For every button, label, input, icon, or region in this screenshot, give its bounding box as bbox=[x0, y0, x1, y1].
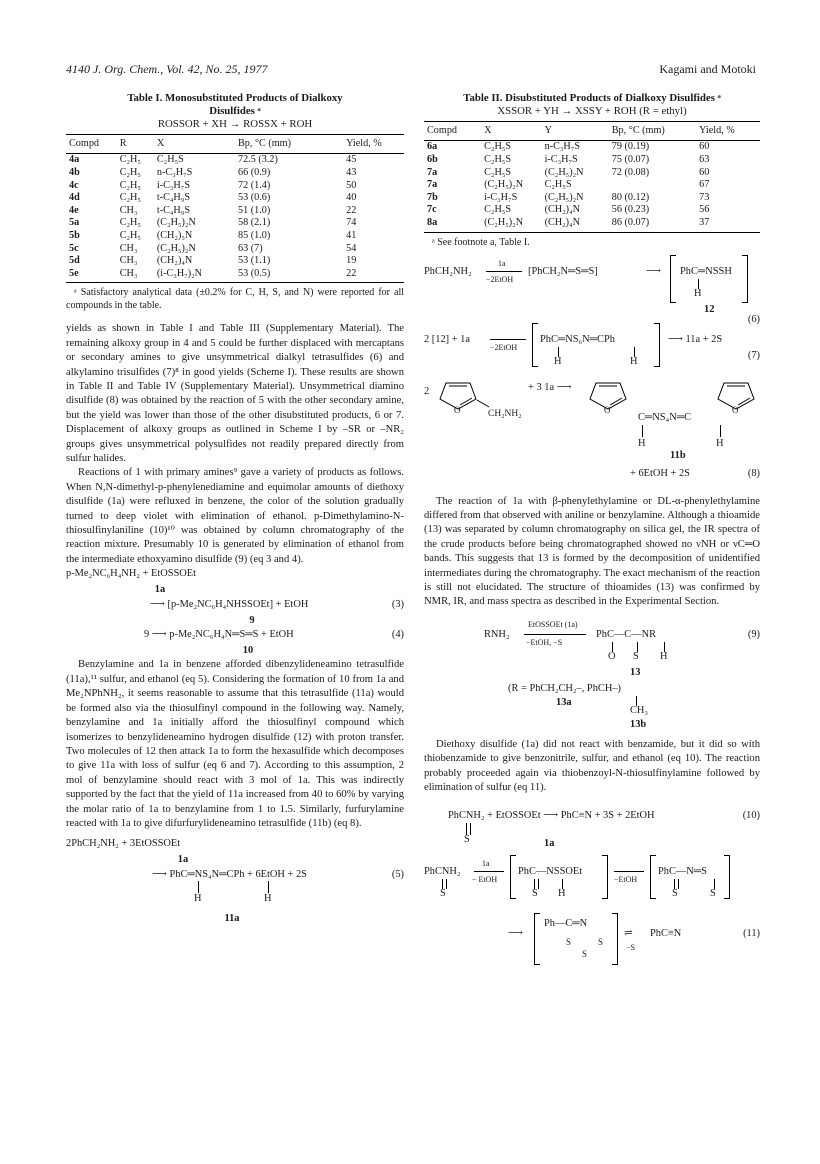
sulfur-label: S bbox=[566, 937, 572, 948]
reaction-arrow: ⟶ bbox=[646, 265, 661, 277]
hydrogen-label: H bbox=[630, 355, 638, 367]
left-column bbox=[66, 92, 404, 926]
table1-cell: 4e bbox=[69, 204, 79, 216]
table2-row bbox=[424, 167, 760, 180]
compound-label-1a: 1a bbox=[544, 838, 555, 850]
compound-label-12: 12 bbox=[704, 303, 715, 315]
table1 bbox=[66, 134, 404, 283]
table1-cell: 5d bbox=[69, 255, 80, 267]
reactant: PhCH₂NH₂ bbox=[424, 265, 472, 277]
table1-row bbox=[66, 217, 404, 230]
sulfur-label: S bbox=[464, 834, 470, 846]
table1-cell: 53 (0.5) bbox=[235, 268, 343, 283]
table2-header: Y bbox=[542, 122, 609, 141]
equation-number: (3) bbox=[391, 598, 404, 610]
table1-cell: 5a bbox=[69, 217, 80, 229]
hydrogen-label: H bbox=[694, 287, 702, 299]
table2-row bbox=[424, 204, 760, 217]
table2-cell: i-C₃H₇S bbox=[544, 154, 578, 165]
table1-cell: 4b bbox=[69, 167, 80, 178]
equation-10 bbox=[424, 805, 760, 861]
table1-cell: C₂H₅ bbox=[119, 179, 141, 191]
table1-row bbox=[66, 154, 404, 167]
table1-header: Compd bbox=[66, 135, 117, 154]
furan-oxygen: O bbox=[604, 404, 611, 415]
table1-cell: 5b bbox=[69, 229, 80, 241]
table1-cell: 45 bbox=[346, 154, 357, 166]
hydrogen-label: H bbox=[716, 437, 724, 449]
table1-cell: 4c bbox=[69, 179, 79, 191]
paragraph: The reaction of 1a with β-phenylethylamine or DL-α-phenylethylamine differed from that observed with aniline or benzylamine. Although a thioamide (13) was separated by column chromatography on silica gel, the IR spectra of the crude products before being chromatographed showed no νNH or νC═O bands. This suggests that 13 is formed by the decomposition of unidentified intermediates during the chromatography. The exact mechanism of the reaction is still not elucidated. The structure of thioamides (13) was confirmed by NMR, IR, and mass spectra as described in the Experimental Section. bbox=[424, 495, 760, 608]
table1-cell: 72.5 (3.2) bbox=[237, 154, 278, 166]
table2-cell: 7a bbox=[427, 179, 438, 191]
table2-cell: 80 (0.12) bbox=[611, 191, 650, 203]
paragraph: Benzylamine and 1a in benzene afforded dibenzylideneamino tetrasulfide (11a),¹¹ sulfur, and ethanol (eq 5). Considering the formation of 10 from 1a and Me₂NPhNH₂, it seems reasonable to assume that this tetrasulfide (11a) would be formed also via the thiosulfinyl compound in the following way. Namely, benzylamine and 1a initially afford the thiosulfinyl compound which isomerizes to benzylideneamino hydrogen disulfide (12) with proton transfer. Two molecules of 12 then attack 1a to form the hexasulfide which decomposes to give 11a with loss of sulfur (eq 6 and 7). According to this assumption, 2 mol of benzylamine should react with 3 mol of 1a. This was indirectly supported by the fact that the yield of 11a increased from 40 to 60% by varying the molar ratio of 1a to benzylamine from 1 to 1.5. Similarly, furfurylamine reacted with 1a to give difurfurylideneamino tetrasulfide (11b) (eq 8). bbox=[66, 659, 404, 829]
table2-row bbox=[424, 154, 760, 167]
table1-cell: 63 (7) bbox=[237, 242, 263, 254]
product-13: PhC—C—NR bbox=[596, 628, 657, 640]
compound-label-9: 9 bbox=[249, 614, 255, 626]
bracket-left bbox=[532, 323, 538, 367]
table2 bbox=[424, 121, 760, 233]
furan-oxygen: O bbox=[454, 404, 461, 415]
hexasulfide: PhC═NS₆N═CPh bbox=[540, 333, 615, 345]
reaction-condition: EtOSSOEt (1a) bbox=[528, 619, 578, 629]
table1-row bbox=[66, 180, 404, 193]
table2-cell: n-C₃H₇S bbox=[544, 141, 580, 153]
byproducts: + 6EtOH + 2S bbox=[630, 467, 690, 479]
sulfur-label: S bbox=[598, 937, 604, 948]
table2-cell: 79 (0.19) bbox=[611, 141, 650, 153]
equation-5 bbox=[66, 868, 404, 884]
table2-footnote: ᵃ See footnote a, Table I. bbox=[432, 236, 530, 248]
equation-number: (4) bbox=[391, 629, 404, 641]
compound-label-1a: 1a bbox=[177, 854, 189, 866]
table1-cell: 74 bbox=[346, 217, 357, 229]
equation-text: ⟶ PhC═NS₄N═CPh + 6EtOH + 2S bbox=[152, 868, 307, 880]
table2-cell: (CH₂)₄N bbox=[544, 204, 580, 216]
reaction-arrow: ⟶ bbox=[508, 928, 523, 940]
compound-label-11b: 11b bbox=[670, 449, 686, 461]
equation-text: 2PhCH₂NH₂ + 3EtOSSOEt bbox=[66, 838, 181, 850]
table2-row bbox=[424, 179, 760, 192]
table1-cell: C₂H₅S bbox=[156, 154, 184, 166]
reaction-condition: −S bbox=[626, 943, 635, 953]
equation-4 bbox=[66, 628, 404, 644]
intermediate: PhC—NSSOEt bbox=[518, 866, 583, 878]
table2-header-row bbox=[424, 122, 760, 141]
table2-row bbox=[424, 192, 760, 205]
table1-cell: 22 bbox=[346, 204, 357, 216]
table2-header: X bbox=[481, 122, 541, 141]
table2-cell: 6b bbox=[427, 154, 438, 165]
table2-header: Yield, % bbox=[696, 122, 760, 141]
table2-cell: (C₂H₅)₂N bbox=[481, 217, 541, 232]
sulfur-label: S bbox=[532, 888, 538, 900]
table2-cell: 60 bbox=[699, 166, 710, 178]
bracket-right bbox=[742, 255, 748, 303]
table2-header: Bp, °C (mm) bbox=[609, 122, 696, 141]
compound-label-10: 10 bbox=[242, 645, 254, 657]
table2-row bbox=[424, 141, 760, 154]
table1-cell: n-C₃H₇S bbox=[156, 167, 193, 178]
table1-cell: 58 (2.1) bbox=[237, 217, 271, 229]
table1-cell: (CH₂)₄N bbox=[156, 255, 193, 267]
equation-5-substituents bbox=[66, 884, 404, 912]
table2-cell: 56 (0.23) bbox=[611, 204, 650, 216]
table2-cell: 72 (0.08) bbox=[611, 166, 650, 178]
table2-cell: i-C₃H₇S bbox=[484, 191, 518, 203]
coefficient: 2 bbox=[424, 385, 430, 397]
table1-cell: (C₂H₅)₂N bbox=[156, 217, 196, 229]
table2-cell: C₂H₅S bbox=[484, 141, 512, 153]
equation-number: (9) bbox=[747, 628, 760, 640]
table1-cell: 72 (1.4) bbox=[237, 179, 271, 191]
table1-cell: 54 bbox=[346, 242, 357, 254]
table1-row bbox=[66, 255, 404, 268]
table2-cell: 6a bbox=[427, 141, 438, 153]
compound-label-11a: 11a bbox=[224, 912, 240, 924]
products: ⟶ 11a + 2S bbox=[668, 333, 723, 345]
table2-cell: (CH₂)₄N bbox=[542, 217, 609, 232]
bracket-left bbox=[534, 913, 540, 965]
reaction-arrow: ⇌ bbox=[624, 928, 633, 940]
reaction-condition: −EtOH bbox=[614, 875, 638, 885]
table1-cell: (CH₂)₅N bbox=[156, 229, 193, 241]
hydrogen-label: H bbox=[558, 888, 566, 900]
table1-cell: i-C₃H₇S bbox=[156, 179, 191, 191]
table2-scheme: XSSOR + YH → XSSY + ROH (R = ethyl) bbox=[497, 105, 687, 117]
table1-cell: C₂H₅ bbox=[119, 229, 141, 241]
bond bbox=[642, 425, 643, 437]
sulfur-label: S bbox=[582, 949, 588, 960]
bracket-right bbox=[654, 323, 660, 367]
paragraph: Reactions of 1 with primary amines⁹ gave a variety of products as follows. When N,N-dimethyl-p-phenylenediamine and equimolar amounts of diethoxy disulfide (1a) were refluxed in benzene, the color of the solution gradually turned to deep violet with elimination of ethanol. p-Dimethylamino-N-thiosulfinylaniline (10)¹⁰ was obtained by column chromatography of the reaction mixture. Presumably 10 is generated by elimination of ethanol from the intermediate ethoxyamino disulfide (9) (eq 3 and 4). bbox=[66, 467, 404, 565]
equation-8 bbox=[424, 377, 760, 485]
r-definition: (R = PhCH₂CH₂–, PhCH–) bbox=[508, 682, 621, 694]
table2-cell: (C₂H₅)₂N bbox=[484, 179, 524, 191]
equation-text: 9 ⟶ p-Me₂NC₆H₄N═S═S + EtOH bbox=[144, 629, 294, 641]
bracket-right bbox=[724, 855, 730, 899]
table1-cell: 4d bbox=[69, 192, 80, 204]
dithiazole-intermediate: Ph—C═N bbox=[544, 918, 588, 930]
table2-cell: 75 (0.07) bbox=[611, 154, 650, 165]
right-column bbox=[424, 92, 760, 973]
table1-cell: t-C₄H₉S bbox=[156, 204, 191, 216]
table1-cell: 85 (1.0) bbox=[237, 229, 271, 241]
equation-number: (11) bbox=[743, 928, 760, 940]
running-header-left: 4140 J. Org. Chem., Vol. 42, No. 25, 1977 bbox=[66, 62, 268, 76]
table1-cell: CH₃ bbox=[119, 204, 138, 216]
reaction-arrow bbox=[490, 339, 526, 340]
table2-cell: 86 (0.07) bbox=[609, 217, 696, 232]
table1-cell: C₂H₅ bbox=[119, 192, 141, 204]
table1-header: Bp, °C (mm) bbox=[235, 135, 343, 154]
compound-label-13: 13 bbox=[630, 666, 641, 678]
equation-number: (7) bbox=[747, 349, 760, 361]
table2-cell: 7b bbox=[427, 191, 438, 203]
table2-cell: C₂H₅S bbox=[544, 179, 572, 191]
hydrogen-label: H bbox=[194, 892, 202, 904]
table2-cell: C₂H₅S bbox=[484, 166, 512, 178]
table1-cell: 66 (0.9) bbox=[237, 167, 271, 178]
reaction-arrow bbox=[524, 634, 586, 635]
product: PhC≡N bbox=[650, 928, 682, 940]
bracket-right bbox=[602, 855, 608, 899]
intermediate: PhC—N═S bbox=[658, 866, 707, 878]
table1-cell: CH₃ bbox=[117, 268, 154, 283]
table1-cell: 53 (0.6) bbox=[237, 192, 271, 204]
reaction-arrow bbox=[474, 871, 504, 872]
table2-cell: C₂H₅S bbox=[484, 154, 512, 165]
table2-cell: 60 bbox=[699, 141, 710, 153]
equation-number: (5) bbox=[391, 868, 404, 880]
table2-cell: C₂H₅S bbox=[484, 204, 512, 216]
table2-cell: 8a bbox=[424, 217, 481, 232]
table1-title: Table I. Monosubstituted Products of Dialkoxy Disulfides ᵃ bbox=[127, 92, 343, 117]
table1-cell: (i-C₃H₇)₂N bbox=[154, 268, 235, 283]
table1-row bbox=[66, 192, 404, 205]
equation-7 bbox=[424, 327, 760, 373]
reaction-condition: −2EtOH bbox=[490, 342, 518, 352]
equation-number: (6) bbox=[747, 313, 760, 325]
bracket-right bbox=[612, 913, 618, 965]
oxygen-label: O bbox=[608, 650, 616, 662]
bond bbox=[720, 425, 721, 437]
reaction-condition: − EtOH bbox=[472, 875, 498, 885]
table1-header: X bbox=[154, 135, 235, 154]
table1-cell: C₂H₅ bbox=[119, 167, 141, 178]
substituent: CH₂NH₂ bbox=[488, 408, 522, 419]
table1-header: R bbox=[117, 135, 154, 154]
table1-cell: 19 bbox=[346, 255, 357, 267]
table1-scheme: ROSSOR + XH → ROSSX + ROH bbox=[157, 118, 313, 130]
table2-cell: 7c bbox=[427, 204, 437, 216]
table1-header: Yield, % bbox=[343, 135, 404, 154]
methyl-label: CH₃ bbox=[630, 704, 649, 716]
reactant: RNH₂ bbox=[484, 628, 510, 640]
paragraph: Diethoxy disulfide (1a) did not react with benzamide, but it did so with thiobenzamide to give benzonitrile, sulfur, and ethanol (eq 10). The reaction probably proceeded again via thiobenzoyl-N-thiosulfinylamine followed by elimination of sulfur (eq 11). bbox=[424, 738, 760, 794]
compound-label-13b: 13b bbox=[630, 718, 647, 730]
product-11b: C═NS₄N═C bbox=[638, 411, 691, 423]
equation-number: (10) bbox=[742, 810, 760, 822]
table2-cell: 37 bbox=[696, 217, 760, 232]
table1-cell: 5e bbox=[66, 268, 117, 283]
furan-oxygen: O bbox=[732, 404, 739, 415]
reaction-arrow bbox=[486, 271, 522, 272]
table1-cell: 43 bbox=[346, 167, 357, 178]
equation-text: PhCNH₂ + EtOSSOEt ⟶ PhC≡N + 3S + 2EtOH bbox=[448, 810, 655, 822]
table2-row bbox=[424, 217, 760, 232]
equation-9 bbox=[424, 620, 760, 732]
equation-number: (8) bbox=[747, 467, 760, 479]
sulfur-label: S bbox=[440, 888, 446, 900]
table1-cell: C₂H₅ bbox=[119, 154, 141, 166]
hydrogen-label: H bbox=[264, 892, 272, 904]
reactant: 2 [12] + 1a bbox=[424, 333, 470, 345]
reaction-condition: 1a bbox=[482, 859, 490, 869]
hydrogen-label: H bbox=[638, 437, 646, 449]
reaction-condition: −2EtOH bbox=[486, 274, 514, 284]
compound-label-1a: 1a bbox=[154, 584, 166, 596]
table1-cell: (C₂H₅)₂N bbox=[156, 242, 196, 254]
table1-cell: CH₃ bbox=[119, 255, 138, 267]
table2-cell: (C₂H₅)₂N bbox=[544, 166, 584, 178]
table1-cell: 51 (1.0) bbox=[237, 204, 271, 216]
table1-row bbox=[66, 167, 404, 180]
bracket-left bbox=[670, 255, 676, 303]
table1-header-row bbox=[66, 135, 404, 154]
bracket-left bbox=[510, 855, 516, 899]
reagent: + 3 1a ⟶ bbox=[528, 381, 572, 393]
bracket-left bbox=[650, 855, 656, 899]
table1-cell: 41 bbox=[346, 229, 357, 241]
sulfur-label: S bbox=[710, 888, 716, 900]
table1-cell: CH₃ bbox=[119, 242, 138, 254]
equation-text: ⟶ [p-Me₂NC₆H₄NHSSOEt] + EtOH bbox=[150, 598, 309, 610]
table1-row bbox=[66, 268, 404, 283]
table1-cell: 22 bbox=[343, 268, 404, 283]
table2-title: Table II. Disubstituted Products of Dialkoxy Disulfides ᵃ bbox=[463, 92, 721, 104]
table1-row bbox=[66, 205, 404, 218]
table1-footnote: ᵃ Satisfactory analytical data (±0.2% for C, H, S, and N) were reported for all compounds in the table. bbox=[66, 287, 404, 312]
table1-cell: 4a bbox=[69, 154, 80, 166]
table2-cell: 67 bbox=[699, 179, 710, 191]
table2-cell: 73 bbox=[699, 191, 710, 203]
product-12: PhC═NSSH bbox=[680, 265, 732, 277]
intermediate: [PhCH₂N═S═S] bbox=[528, 265, 598, 277]
compound-label-13a: 13a bbox=[556, 696, 572, 708]
reaction-condition: −EtOH, −S bbox=[526, 637, 563, 647]
table1-row bbox=[66, 230, 404, 243]
reaction-condition: 1a bbox=[498, 258, 506, 268]
reactant: PhCNH₂ bbox=[424, 866, 461, 878]
table1-cell: C₂H₅ bbox=[119, 217, 141, 229]
table2-header: Compd bbox=[424, 122, 481, 141]
table2-cell: 63 bbox=[699, 154, 710, 165]
table1-cell: 50 bbox=[346, 179, 357, 191]
equation-6 bbox=[424, 259, 760, 315]
reaction-arrow bbox=[614, 871, 644, 872]
hydrogen-label: H bbox=[554, 355, 562, 367]
table1-cell: 40 bbox=[346, 192, 357, 204]
sulfur-label: S bbox=[672, 888, 678, 900]
sulfur-label: S bbox=[633, 650, 639, 662]
table1-cell: 5c bbox=[69, 242, 79, 254]
equation-3 bbox=[66, 598, 404, 614]
equation-text: p-Me₂NC₆H₄NH₂ + EtOSSOEt bbox=[66, 568, 197, 580]
equation-5-reactants bbox=[66, 837, 404, 853]
table1-row bbox=[66, 243, 404, 256]
running-header-right: Kagami and Motoki bbox=[659, 62, 756, 76]
table1-cell: 53 (1.1) bbox=[237, 255, 271, 267]
table2-cell: 7a bbox=[427, 166, 438, 178]
table2-cell bbox=[609, 179, 696, 192]
equation-11 bbox=[424, 861, 760, 973]
table2-cell: 56 bbox=[699, 204, 710, 216]
table2-cell: (C₂H₅)₂N bbox=[544, 191, 584, 203]
table1-cell: t-C₄H₉S bbox=[156, 192, 191, 204]
paragraph: yields as shown in Table I and Table III (Supplementary Material). The remaining alkoxy group in 4 and 5 could be further displaced with mercaptans or secondary amines to give unsymmetrical dialkyl tetrasulfides (6) and alkylamino trisulfides (7)⁸ in good yields (Scheme I). These results are shown in Table II and Table IV (Supplementary Material). Unsymmetrical diamino disulfide (8) was obtained by the reaction of 5 with the other secondary amine, but the yield was lower than those of the other disubstituted products, 6 or 7. Displacement of alkoxy groups as outlined in Scheme I by –SR or –NR₂ groups gives unsymmetrical polysulfides not readily prepared directly from sulfur halides. bbox=[66, 323, 404, 464]
equation-3-reactants bbox=[66, 567, 404, 583]
hydrogen-label: H bbox=[660, 650, 668, 662]
